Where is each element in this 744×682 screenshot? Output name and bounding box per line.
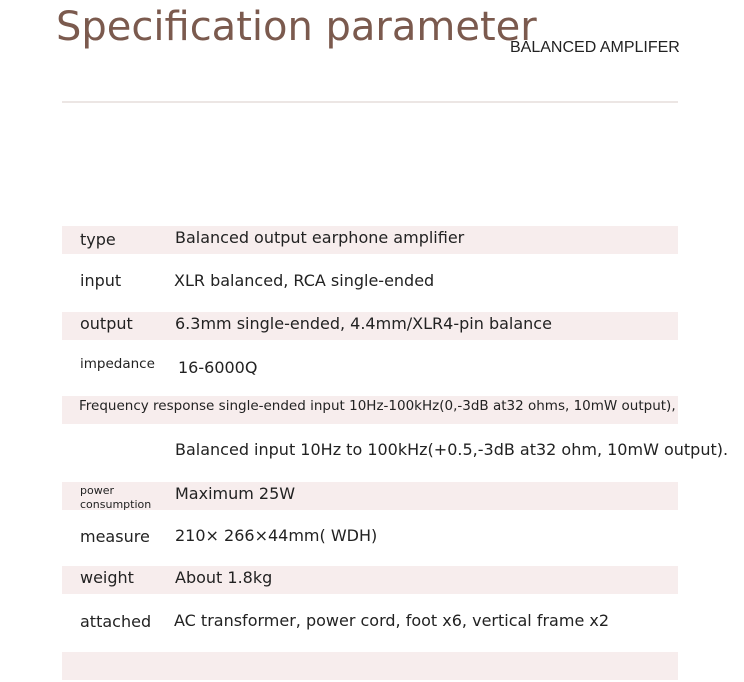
spec-value-impedance: 16-6000Q — [178, 358, 258, 377]
spec-label-power — [80, 484, 151, 512]
spec-value-attached: AC transformer, power cord, foot x6, vertical frame x2 — [174, 611, 610, 630]
page-title: Specification parameter — [56, 4, 537, 50]
spec-label-frequency-text: Frequency response — [79, 398, 215, 414]
spec-label-output: output — [80, 314, 133, 333]
spec-value-frequency-single: single-ended input 10Hz-100kHz(0,-3dB at32 ohms, 10mW output), — [218, 398, 676, 414]
spec-label-type: type — [80, 230, 116, 249]
spec-label-input: input — [80, 271, 122, 290]
row-band-power — [62, 482, 678, 510]
spec-value-input: XLR balanced, RCA single-ended — [174, 271, 435, 290]
spec-value-power: Maximum 25W — [175, 484, 296, 503]
spec-label-weight: weight — [80, 568, 134, 587]
row-band-footer — [62, 652, 678, 680]
spec-value-frequency-balanced: Balanced input 10Hz to 100kHz(+0.5,-3dB at32 ohm, 10mW output). — [175, 440, 729, 459]
spec-label-power-line1: power — [80, 484, 114, 497]
spec-label-measure: measure — [80, 527, 150, 546]
header-divider — [62, 101, 678, 103]
spec-label-power-line2: consumption — [80, 498, 152, 511]
spec-label-frequency — [79, 398, 676, 414]
spec-label-attached: attached — [80, 612, 152, 631]
spec-value-weight: About 1.8kg — [175, 568, 273, 587]
spec-value-output: 6.3mm single-ended, 4.4mm/XLR4-pin balance — [175, 314, 552, 333]
row-band-weight — [62, 566, 678, 594]
spec-value-measure: 210× 266×44mm( WDH) — [175, 526, 378, 545]
spec-value-type: Balanced output earphone amplifier — [175, 228, 465, 247]
spec-label-impedance: impedance — [80, 356, 155, 372]
page-subtitle: BALANCED AMPLIFER — [510, 39, 680, 56]
